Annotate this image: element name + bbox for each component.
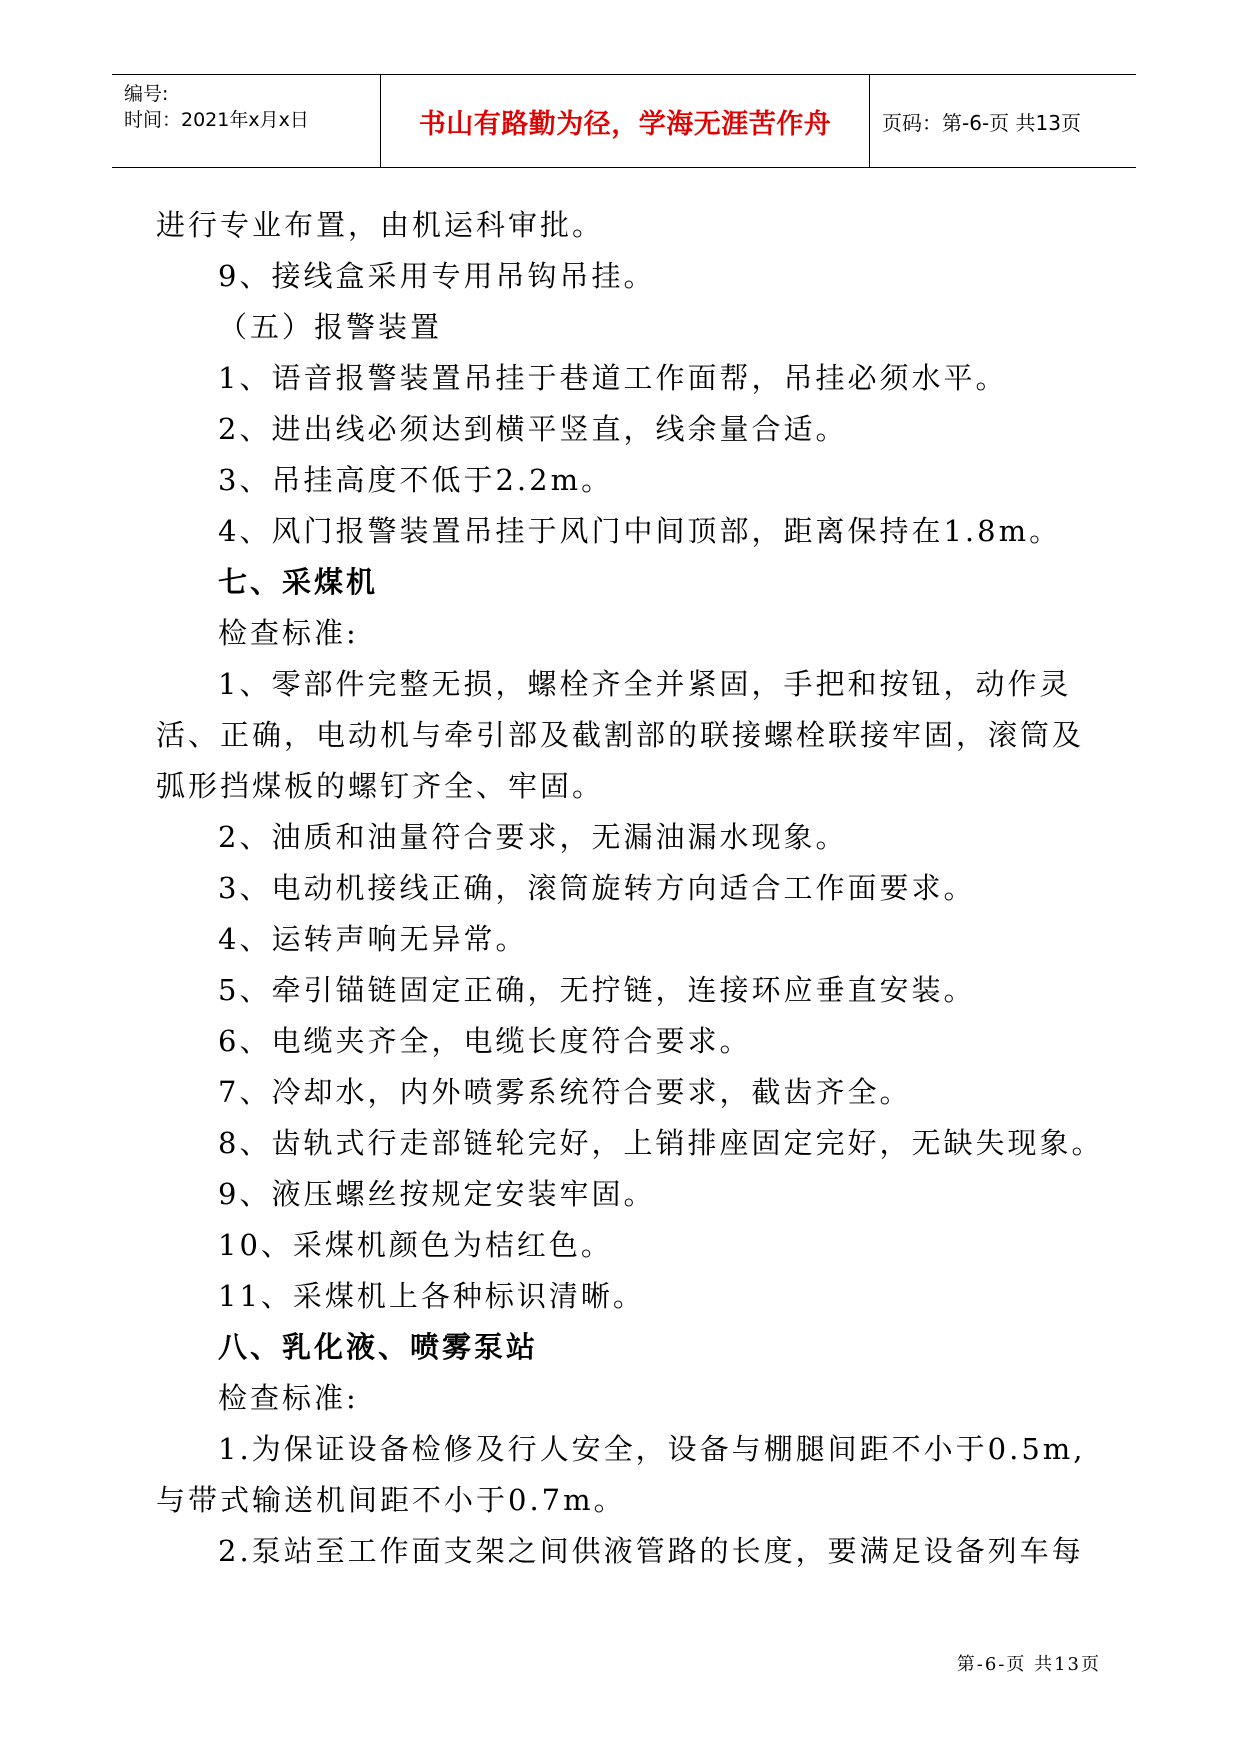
- paragraph: 6、电缆夹齐全，电缆长度符合要求。: [218, 1024, 752, 1058]
- subsection-heading: （五）报警装置: [218, 310, 443, 344]
- paragraph: 4、运转声响无异常。: [218, 922, 528, 956]
- paragraph: 2.泵站至工作面支架之间供液管路的长度，要满足设备列车每: [218, 1534, 1084, 1568]
- paragraph: 1、零部件完整无损，螺栓齐全并紧固，手把和按钮，动作灵: [218, 667, 1072, 701]
- paragraph: 进行专业布置，由机运科审批。: [156, 208, 605, 242]
- paragraph: 检查标准:: [218, 616, 359, 650]
- paragraph: 10、采煤机颜色为桔红色。: [218, 1228, 613, 1262]
- paragraph: 4、风门报警装置吊挂于风门中间顶部，距离保持在1.8m。: [218, 514, 1062, 548]
- paragraph: 2、进出线必须达到横平竖直，线余量合适。: [218, 412, 848, 446]
- header-page-info: 页码：第-6-页 共13页: [882, 110, 1081, 135]
- paragraph: 5、牵引锚链固定正确，无拧链，连接环应垂直安装。: [218, 973, 976, 1007]
- paragraph: 2、油质和油量符合要求，无漏油漏水现象。: [218, 820, 848, 854]
- page-footer: 第-6-页 共13页: [956, 1654, 1101, 1675]
- header-meta: [112, 75, 381, 167]
- section-heading: 八、乳化液、喷雾泵站: [218, 1330, 539, 1364]
- paragraph: 活、正确，电动机与牵引部及截割部的联接螺栓联接牢固，滚筒及: [156, 718, 1085, 752]
- document-body: [156, 200, 1106, 1577]
- paragraph: 3、吊挂高度不低于2.2m。: [218, 463, 614, 497]
- paragraph: 7、冷却水，内外喷雾系统符合要求，截齿齐全。: [218, 1075, 912, 1109]
- paragraph: 弧形挡煤板的螺钉齐全、牢固。: [156, 769, 605, 803]
- section-heading: 七、采煤机: [218, 565, 379, 599]
- header-page-cell: [870, 75, 1136, 167]
- header-motto: 书山有路勤为径，学海无涯苦作舟: [418, 108, 832, 140]
- paragraph: 9、接线盒采用专用吊钩吊挂。: [218, 259, 656, 293]
- page-header: [112, 74, 1136, 168]
- paragraph: 9、液压螺丝按规定安装牢固。: [218, 1177, 656, 1211]
- paragraph: 8、齿轨式行走部链轮完好，上销排座固定完好，无缺失现象。: [218, 1126, 1104, 1160]
- paragraph: 3、电动机接线正确，滚筒旋转方向适合工作面要求。: [218, 871, 976, 905]
- document-date: 时间：2021年x月x日: [124, 109, 309, 131]
- paragraph: 11、采煤机上各种标识清晰。: [218, 1279, 645, 1313]
- document-number-label: 编号:: [124, 83, 169, 105]
- paragraph: 1.为保证设备检修及行人安全，设备与棚腿间距不小于0.5m,: [218, 1432, 1086, 1466]
- paragraph: 检查标准:: [218, 1381, 359, 1415]
- paragraph: 与带式输送机间距不小于0.7m。: [156, 1483, 626, 1517]
- header-motto-cell: [381, 75, 870, 167]
- paragraph: 1、语音报警装置吊挂于巷道工作面帮，吊挂必须水平。: [218, 361, 1008, 395]
